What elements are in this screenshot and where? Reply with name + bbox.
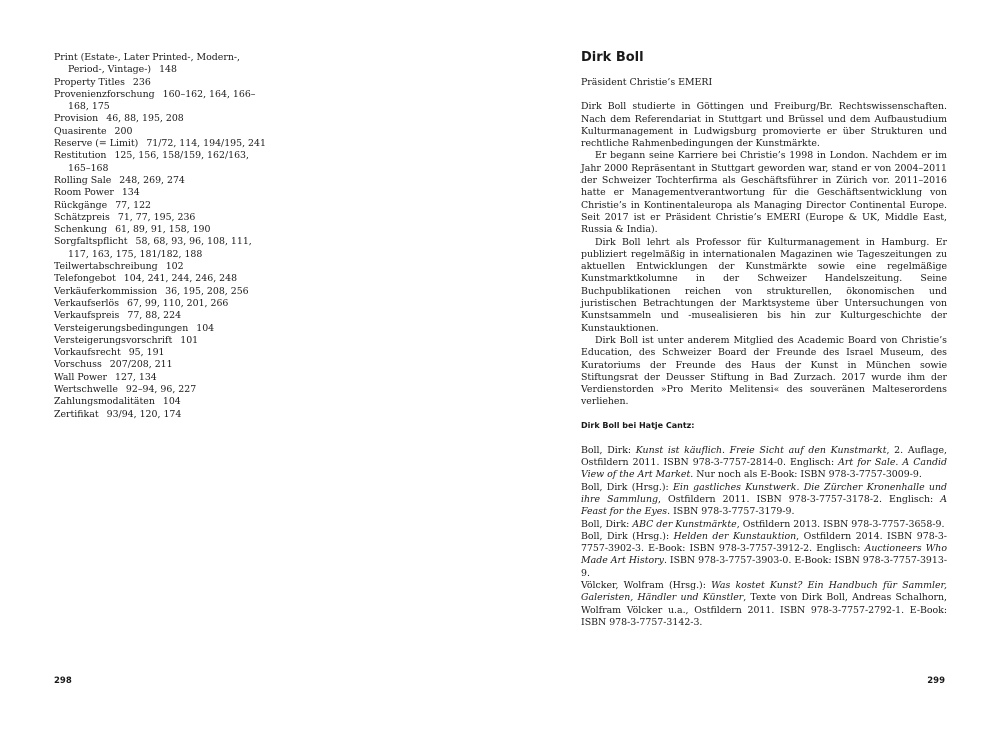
index-pages: 36, 195, 208, 256 (165, 285, 249, 297)
index-pages: 104, 241, 244, 246, 248 (123, 273, 238, 285)
index-term: Teilwertabschreibung (54, 261, 158, 273)
index-entry (54, 286, 274, 298)
publication-text: Boll, Dirk: (581, 518, 633, 530)
index-entry (54, 273, 274, 285)
publication-text: , Ostfildern 2011. ISBN 978-3-7757-3178-2. Englisch: (657, 493, 941, 505)
index-pages: 148 (159, 64, 177, 76)
publication-text: . ISBN 978-3-7757-3903-0. E-Book: ISBN 978-3-7757-3913-9. (581, 555, 947, 579)
publication-text: . ISBN 978-3-7757-3179-9. (667, 506, 795, 518)
author-bio (581, 50, 947, 629)
publication-text: , Texte von Dirk Boll, Andreas Schalhorn, Wolfram Völcker u.a., Ostfildern 2011. ISBN 978-3-7757-2792-1. E-Book: ISBN 978-3-7757-3142-3. (581, 592, 947, 628)
index-pages: 248, 269, 274 (119, 174, 185, 186)
index-term: Wertschwelle (54, 384, 118, 396)
index-term: Wall Power (54, 371, 108, 383)
index-term: Verkaufserlös (54, 297, 120, 309)
index-entry (54, 175, 274, 187)
index-pages: 125, 156, 158/159, 162/163, 165–168 (68, 150, 249, 174)
index-pages: 104 (196, 322, 215, 334)
publication-title: Helden der Kunstauktion (673, 530, 797, 542)
index-term: Zahlungsmodalitäten (54, 396, 155, 408)
index-term: Sorgfaltspflicht (54, 236, 128, 248)
index-entry (54, 372, 274, 384)
index-entry (54, 384, 274, 396)
publication-title: Kunst ist käuflich. Freie Sicht auf den Kunstmarkt (635, 444, 887, 456)
index-entry (54, 359, 274, 371)
publication-text: , Ostfildern 2014. ISBN 978-3-7757-3902-3. E-Book: ISBN 978-3-7757-3912-2. Englisch: (581, 530, 947, 555)
index-entry (54, 224, 274, 236)
index-term: Versteigerungsvorschrift (54, 334, 173, 346)
index-term: Provision (54, 113, 99, 125)
index-term: Restitution (54, 150, 107, 162)
publication-entry (581, 580, 947, 629)
index-pages: 102 (165, 261, 184, 273)
index-term: Schenkung (54, 224, 108, 236)
publication-title: A Feast for the Eyes (581, 493, 947, 518)
index-entry (54, 335, 274, 347)
bio-paragraph: Dirk Boll studierte in Göttingen und Freiburg/Br. Rechtswissenschaften. Nach dem Referendariat in Stuttgart und Brüssel und dem Aufbaustudium Kulturmanagement in Ludwigsburg promovierte er über Strukturen und rechtliche Rahmenbedingungen der Kunstmärkte. (581, 101, 947, 150)
index-pages: 71/72, 114, 194/195, 241 (146, 138, 266, 150)
index-pages: 134 (121, 187, 140, 199)
index-term: Verkäuferkommission (54, 285, 158, 297)
index-entry (54, 236, 274, 261)
index-pages: 77, 122 (115, 199, 152, 211)
index-term: Provenienzforschung (54, 88, 155, 100)
bio-paragraph: Dirk Boll lehrt als Professor für Kulturmanagement in Hamburg. Er publiziert regelmäßig in internationalen Magazinen wie Tageszeitungen zu aktuellen Entwicklungen der Kunstmärkte sowie eine regelmäßige Kunstmarktkolumne in der Schweizer Handelszeitung. Seine Buchpublikationen reichen von strukturellen, ökonomischen und juristischen Betrachtungen der Marktsysteme über Untersuchungen von Kunstsammeln und -musealisieren bis hin zur Kulturgeschichte der Kunstauktionen. (581, 236, 947, 334)
publication-list (581, 445, 947, 629)
index-pages: 200 (114, 125, 133, 137)
index-term: Reserve (= Limit) (54, 138, 139, 150)
index-entry (54, 89, 274, 114)
index-term: Print (Estate-, Later Printed-, Modern-, Period-, Vintage-) (54, 52, 241, 76)
index-entry (54, 150, 274, 175)
publication-text: . Nur noch als E-Book: ISBN 978-3-7757-3009-9. (690, 469, 922, 481)
index-pages: 77, 88, 224 (127, 310, 182, 322)
index-term: Rolling Sale (54, 174, 112, 186)
index-pages: 93/94, 120, 174 (106, 408, 182, 420)
index-term: Rückgänge (54, 199, 108, 211)
index-pages: 101 (180, 334, 199, 346)
index-term: Vorkaufsrecht (54, 347, 121, 359)
index-entry (54, 298, 274, 310)
author-role: Präsident Christie’s EMERI (581, 77, 713, 88)
publication-entry (581, 445, 947, 482)
index-pages: 160–162, 164, 166–168, 175 (68, 88, 256, 113)
index-term: Property Titles (54, 76, 125, 88)
publication-title: Ein gastliches Kunstwerk. Die Zürcher Kronenhalle und ihre Sammlung (581, 481, 947, 505)
publication-entry (581, 482, 947, 519)
bio-paragraph: Er begann seine Karriere bei Christie’s 1998 in London. Nachdem er im Jahr 2000 Repräsentant in Stuttgart geworden war, stand er von 2004–2011 der Schweizer Tochterfirma als Geschäftsführer in Zürich vor. 2011–2016 hatte er Managementverantwortung für die Geschäftsentwicklung von Christie’s in Kontinentaleuropa als Managing Director Continental Europe. Seit 2017 ist er Präsident Christie’s EMERI (Europe & UK, Middle East, Russia & India). (581, 150, 947, 236)
index-term: Zertifikat (54, 408, 99, 420)
index-term: Schätzpreis (54, 211, 110, 223)
publications-heading: Dirk Boll bei Hatje Cantz: (581, 420, 695, 430)
right-page (500, 0, 1000, 731)
index-pages: 71, 77, 195, 236 (117, 211, 196, 223)
index-pages: 207/208, 211 (109, 359, 173, 371)
index-pages: 236 (132, 76, 151, 88)
index-term: Quasirente (54, 125, 107, 137)
publication-title: Was kostet Kunst? Ein Handbuch für Sammler, Galeristen, Händler und Künstler (581, 579, 947, 604)
publication-text: , Ostfildern 2013. ISBN 978-3-7757-3658-9. (736, 518, 945, 530)
publication-title: Auctioneers Who Made Art History (581, 543, 947, 567)
index-entry (54, 113, 274, 125)
index-term: Room Power (54, 187, 114, 199)
page-number-left: 298 (54, 676, 72, 686)
index-pages: 127, 134 (115, 371, 157, 383)
index-entry (54, 52, 274, 77)
publication-text: Boll, Dirk (Hrsg.): (581, 481, 673, 493)
index-list (54, 52, 274, 421)
author-name: Dirk Boll (581, 50, 644, 65)
page-number-right: 299 (927, 676, 945, 686)
index-term: Versteigerungsbedingungen (54, 322, 189, 334)
index-entry (54, 200, 274, 212)
publication-title: ABC der Kunstmärkte (632, 518, 737, 530)
index-pages: 95, 191 (128, 347, 165, 359)
index-pages: 61, 89, 91, 158, 190 (115, 224, 211, 236)
index-pages: 58, 68, 93, 96, 108, 111, 117, 163, 175, 181/182, 188 (68, 236, 252, 260)
index-term: Telefongebot (54, 273, 116, 285)
publication-entry (581, 519, 947, 531)
index-entry (54, 77, 274, 89)
bio-paragraph: Dirk Boll ist unter anderem Mitglied des Academic Board von Christie’s Education, des Schweizer Board der Freunde des Israel Museum, des Kuratoriums der Freunde des Haus der Kunst in München sowie Stiftungsrat der Deusser Stiftung in Bad Zurzach. 2017 wurde ihm der Verdienstorden »Pro Merito Melitensi« des souveränen Malteserordens verliehen. (581, 334, 947, 408)
publication-text: Boll, Dirk: (581, 444, 636, 456)
publication-entry (581, 531, 947, 580)
index-entry (54, 138, 274, 150)
index-entry (54, 396, 274, 408)
publication-title: Art for Sale. A Candid View of the Art Market (581, 457, 947, 481)
index-entry (54, 212, 274, 224)
index-entry (54, 126, 274, 138)
index-entry (54, 409, 274, 421)
index-entry (54, 323, 274, 335)
publication-text: Völcker, Wolfram (Hrsg.): (581, 579, 712, 591)
index-entry (54, 261, 274, 273)
index-pages: 67, 99, 110, 201, 266 (127, 297, 229, 309)
publication-text: , 2. Auflage, Ostfildern 2011. ISBN 978-3-7757-2814-0. Englisch: (581, 444, 947, 469)
index-entry (54, 187, 274, 199)
index-entry (54, 310, 274, 322)
index-pages: 92–94, 96, 227 (125, 384, 197, 396)
publication-text: Boll, Dirk (Hrsg.): (581, 530, 674, 542)
index-entry (54, 347, 274, 359)
index-pages: 46, 88, 195, 208 (106, 113, 184, 125)
index-term: Vorschuss (54, 359, 102, 371)
index-pages: 104 (162, 396, 181, 408)
index-term: Verkaufspreis (54, 310, 120, 322)
